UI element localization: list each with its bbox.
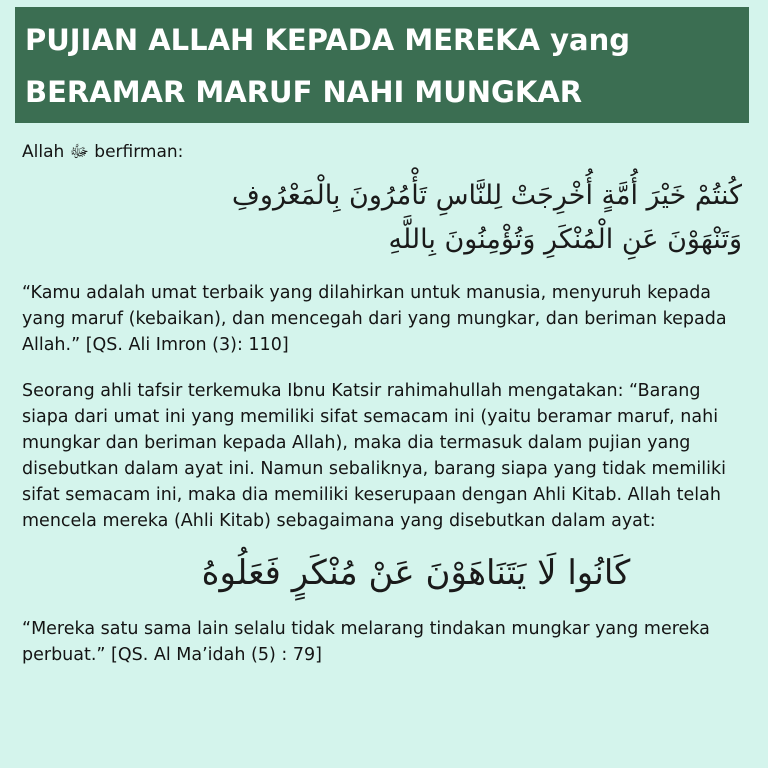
title-banner <box>15 7 749 123</box>
verse-1-arabic-line-1: كُنتُمْ خَيْرَ أُمَّةٍ أُخْرِجَتْ لِلنَّاسِ تَأْمُرُونَ بِالْمَعْرُوفِ <box>231 180 742 211</box>
verse-2-translation: “Mereka satu sama lain selalu tidak melarang tindakan mungkar yang mereka perbuat.” [QS. Al Ma’idah (5) : 79] <box>22 619 710 665</box>
verse-1-arabic <box>22 174 750 262</box>
tafsir-paragraph: Seorang ahli tafsir terkemuka Ibnu Katsir rahimahullah mengatakan: “Barang siapa dari umat ini yang memiliki sifat semacam ini (yaitu beramar maruf, nahi mungkar dan beriman kepada Allah), maka dia termasuk dalam pujian yang disebutkan dalam ayat ini. Namun sebaliknya, barang siapa yang tidak memiliki sifat semacam ini, maka dia memiliki keserupaan dengan Ahli Kitab. Allah telah mencela mereka (Ahli Kitab) sebagaimana yang disebutkan dalam ayat: <box>22 381 726 531</box>
title-line-1: PUJIAN ALLAH KEPADA MEREKA yang <box>25 23 631 57</box>
article-body <box>22 140 750 668</box>
verse-1-arabic-line-2: وَتَنْهَوْنَ عَنِ الْمُنْكَرِ وَتُؤْمِنُونَ بِاللَّهِ <box>388 224 742 255</box>
title-line-2: BERAMAR MARUF NAHI MUNGKAR <box>25 75 583 109</box>
intro-text: Allah ﷻ berfirman: <box>22 142 184 162</box>
verse-2-arabic: كَانُوا لَا يَتَنَاهَوْنَ عَنْ مُنْكَرٍ فَعَلُوهُ <box>201 553 631 593</box>
verse-1-translation: “Kamu adalah umat terbaik yang dilahirkan untuk manusia, menyuruh kepada yang maruf (kebaikan), dan mencegah dari yang mungkar, dan beriman kepada Allah.” [QS. Ali Imron (3): 110] <box>22 283 727 355</box>
